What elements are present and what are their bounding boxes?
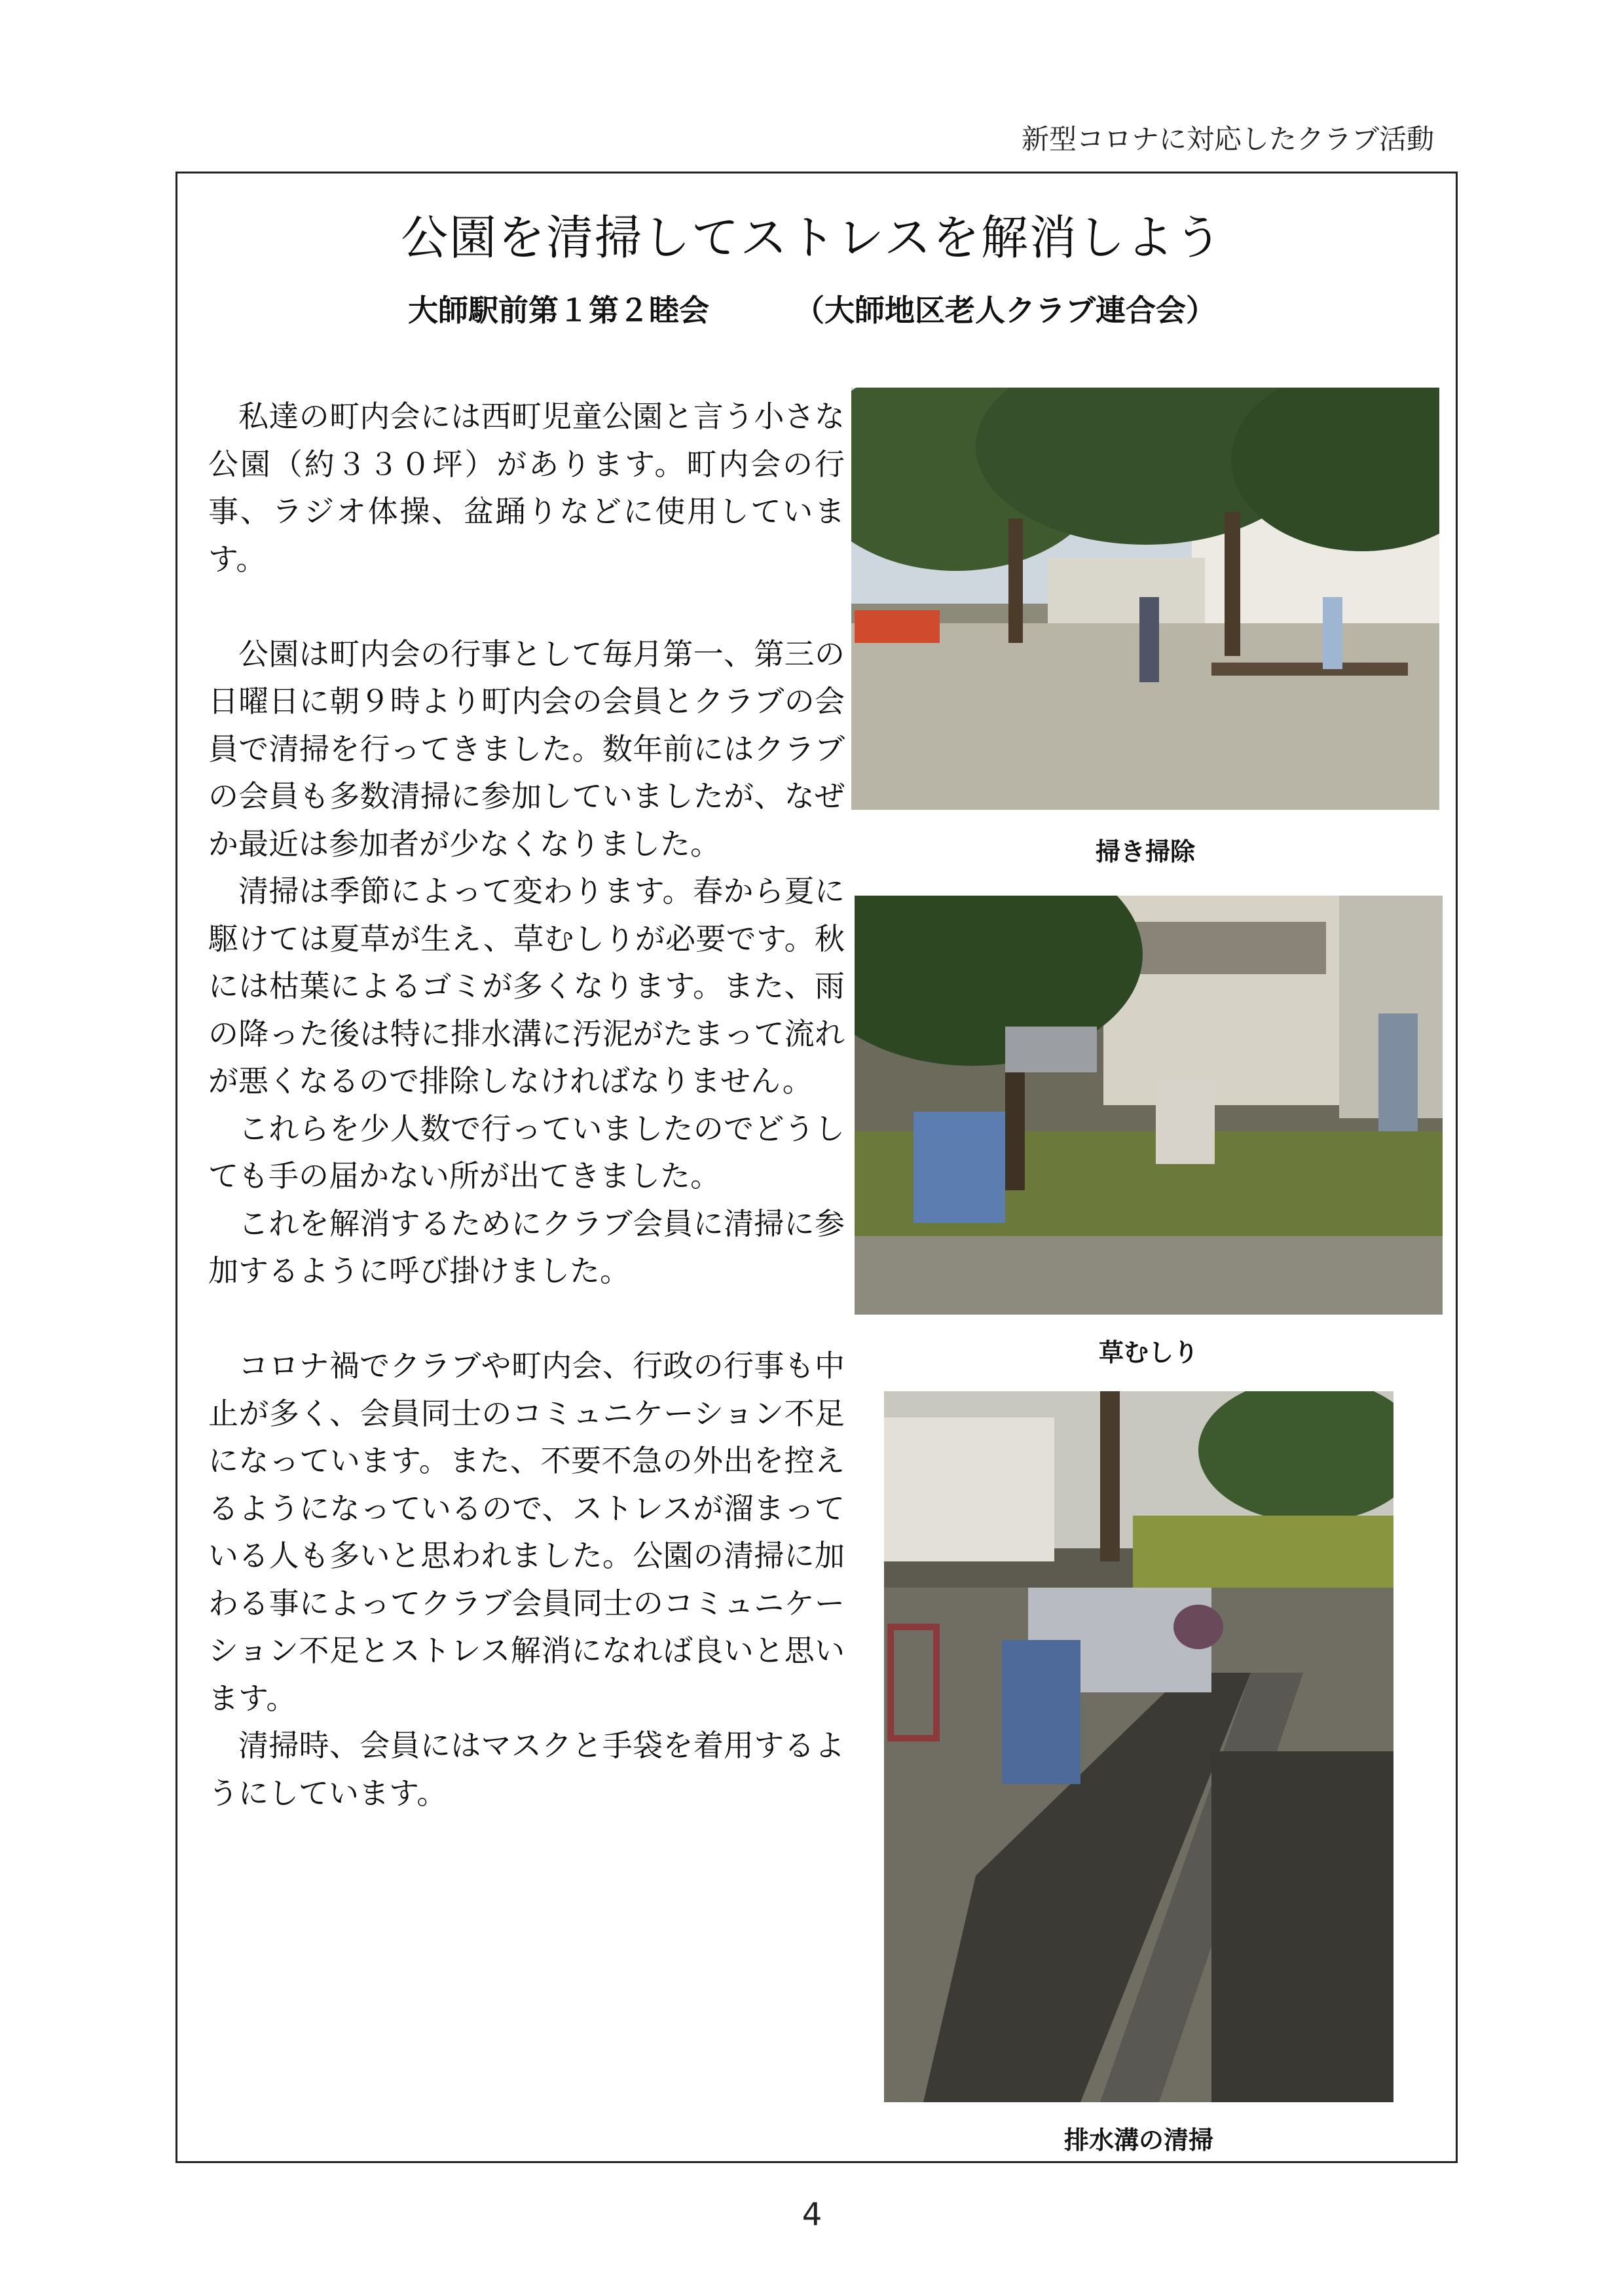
club-name: 大師駅前第１第２睦会 xyxy=(408,293,709,328)
article-body xyxy=(208,393,845,1817)
federation-name: （大師地区老人クラブ連合会） xyxy=(794,293,1216,328)
article-title: 公園を清掃してストレスを解消しよう xyxy=(401,210,1223,265)
photo-caption: 草むしり xyxy=(1098,1338,1198,1367)
page-number: 4 xyxy=(802,2196,822,2233)
paragraph: これらを少人数で行っていましたのでどうしても手の届かない所が出てきました。 xyxy=(208,1110,845,1194)
photo-drain-cleaning xyxy=(884,1391,1393,2102)
section-header: 新型コロナに対応したクラブ活動 xyxy=(1021,123,1434,155)
photo-caption: 排水溝の清掃 xyxy=(1063,2126,1213,2155)
paragraph: 清掃時、会員にはマスクと手袋を着用するようにしています。 xyxy=(208,1728,845,1811)
paragraph: コロナ禍でクラブや町内会、行政の行事も中止が多く、会員同士のコミュニケーション不足になっています。また、不要不急の外出を控えるようになっているので、ストレスが溜まっている人も多いと思われました。公園の清掃に加わる事によってクラブ会員同士のコミュニケーション不足とストレス解消になれば良いと思います。 xyxy=(208,1348,845,1716)
photo-caption: 掃き掃除 xyxy=(1095,837,1195,866)
photo-sweeping xyxy=(851,388,1439,810)
paragraph: 清掃は季節によって変わります。春から夏に駆けては夏草が生え、草むしりが必要です。秋には枯葉によるゴミが多くなります。また、雨の降った後は特に排水溝に汚泥がたまって流れが悪くなるので排除しなければなりません。 xyxy=(208,873,845,1099)
paragraph: 公園は町内会の行事として毎月第一、第三の日曜日に朝９時より町内会の会員とクラブの会員で清掃を行ってきました。数年前にはクラブの会員も多数清掃に参加していましたが、なぜか最近は参加者が少なくなりました。 xyxy=(208,636,845,862)
article-subtitle xyxy=(0,287,1624,330)
paragraph: 私達の町内会には西町児童公園と言う小さな公園（約３３０坪）があります。町内会の行事、ラジオ体操、盆踊りなどに使用しています。 xyxy=(208,399,845,577)
paragraph: これを解消するためにクラブ会員に清掃に参加するように呼び掛けました。 xyxy=(208,1205,845,1288)
photo-weeding xyxy=(855,896,1443,1315)
